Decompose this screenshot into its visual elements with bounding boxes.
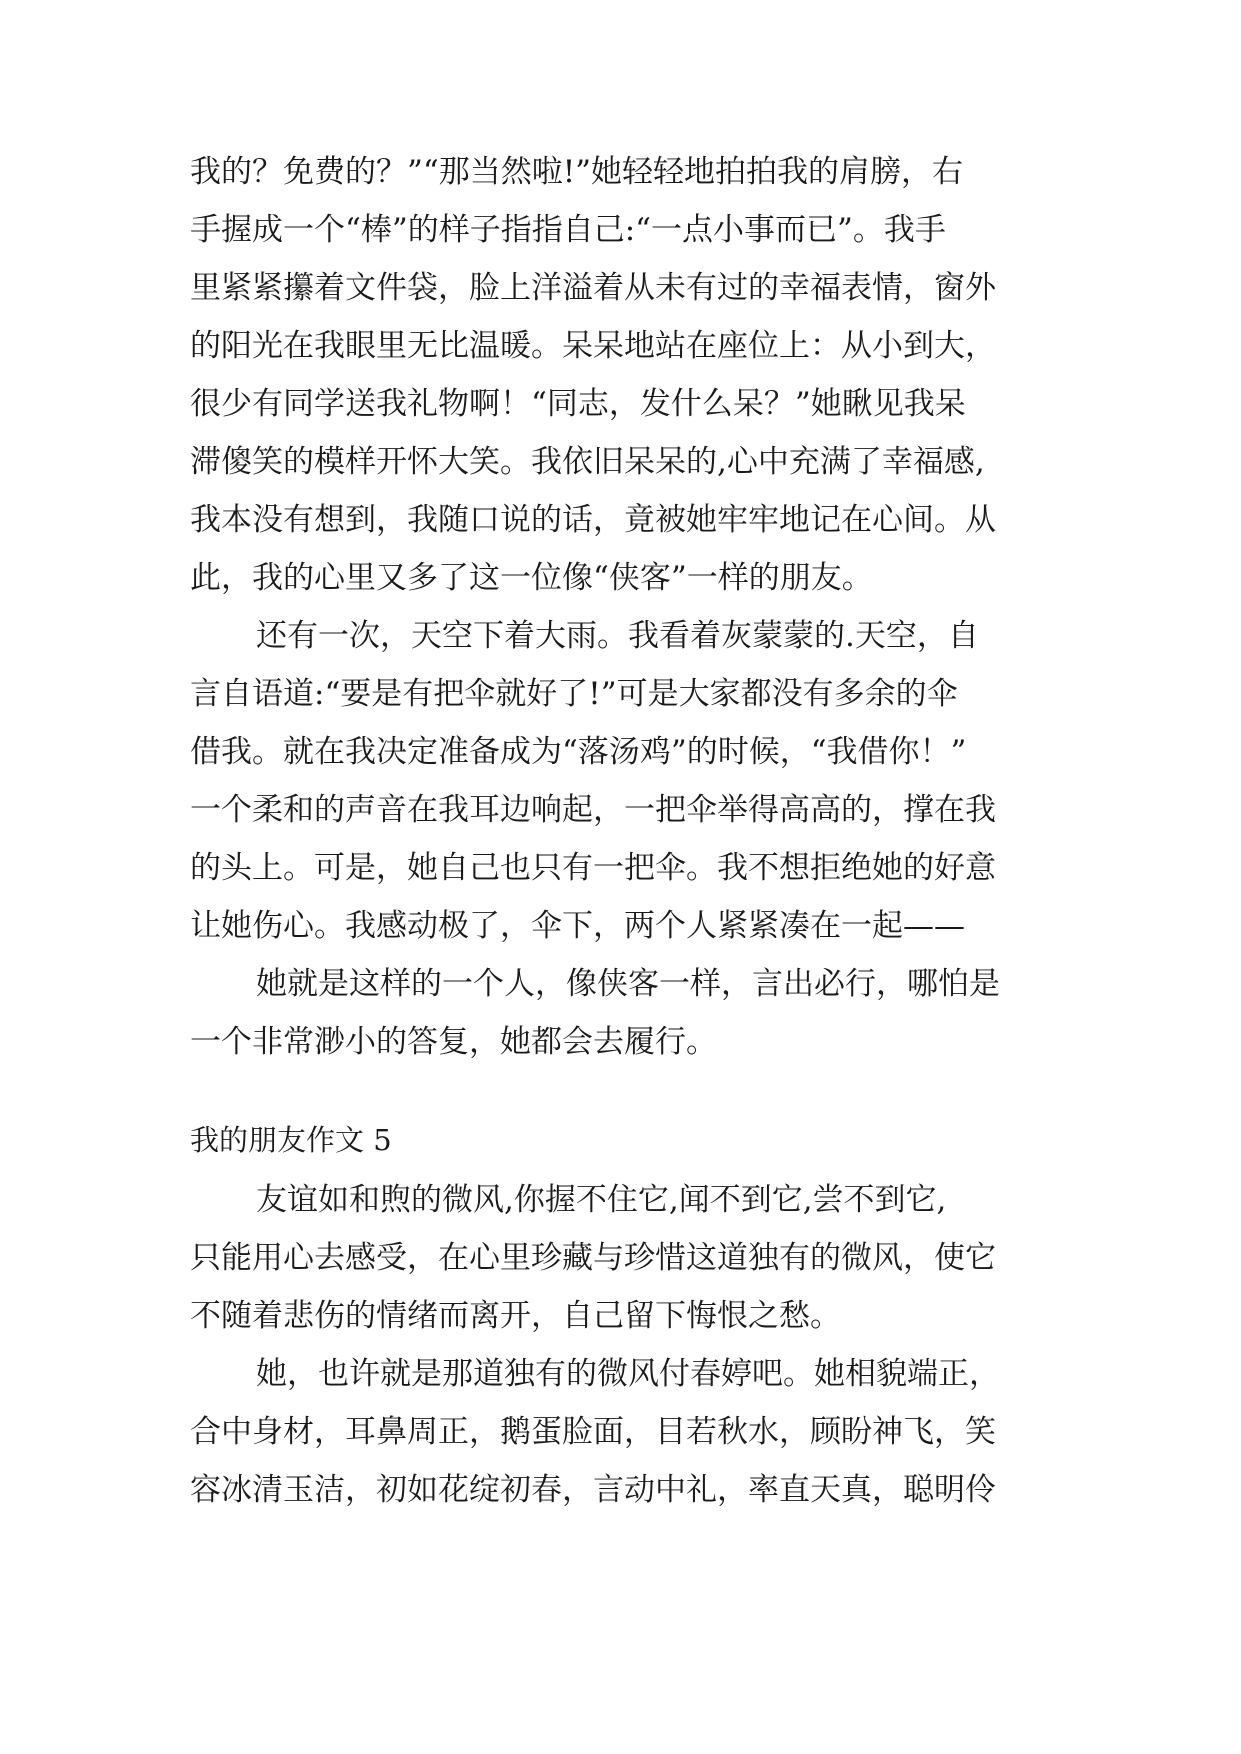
paragraph-line: 很少有同学送我礼物啊！“同志，发什么呆？”她瞅见我呆 [190, 386, 966, 422]
paragraph-line: 手握成一个“棒”的样子指指自己:“一点小事而已”。我手 [190, 212, 946, 248]
paragraph-line: 容冰清玉洁，初如花绽初春，言动中礼，率直天真，聪明伶 [190, 1472, 996, 1508]
paragraph-line: 友谊如和煦的微风,你握不住它,闻不到它,尝不到它, [256, 1182, 947, 1218]
paragraph-line: 不随着悲伤的情绪而离开，自己留下悔恨之愁。 [190, 1298, 841, 1334]
paragraph-line: 言自语道:“要是有把伞就好了!”可是大家都没有多余的伞 [190, 676, 958, 712]
paragraph-line: 她，也许就是那道独有的微风付春婷吧。她相貌端正， [256, 1356, 1000, 1392]
paragraph-line: 让她伤心。我感动极了，伞下，两个人紧紧凑在一起—— [190, 908, 965, 944]
paragraph-line: 还有一次，天空下着大雨。我看着灰蒙蒙的.天空，自 [256, 618, 979, 654]
paragraph-line: 她就是这样的一个人，像侠客一样，言出必行，哪怕是 [256, 966, 1000, 1002]
paragraph-line: 借我。就在我决定准备成为“落汤鸡”的时候，“我借你！” [190, 734, 967, 770]
paragraph-line: 我本没有想到，我随口说的话，竟被她牢牢地记在心间。从 [190, 502, 996, 538]
paragraph-line: 我的？免费的？”“那当然啦!”她轻轻地拍拍我的肩膀，右 [190, 154, 963, 190]
section-heading: 我的朋友作文 5 [190, 1123, 392, 1157]
paragraph-line: 的头上。可是，她自己也只有一把伞。我不想拒绝她的好意 [190, 850, 996, 886]
paragraph-line: 此，我的心里又多了这一位像“侠客”一样的朋友。 [190, 560, 873, 596]
paragraph-line: 里紧紧攥着文件袋，脸上洋溢着从未有过的幸福表情，窗外 [190, 270, 996, 306]
paragraph-line: 一个非常渺小的答复，她都会去履行。 [190, 1024, 717, 1060]
paragraph-line: 合中身材，耳鼻周正，鹅蛋脸面，目若秋水，顾盼神飞，笑 [190, 1414, 996, 1450]
paragraph-line: 滞傻笑的模样开怀大笑。我依旧呆呆的,心中充满了幸福感, [190, 444, 985, 480]
paragraph-line: 只能用心去感受，在心里珍藏与珍惜这道独有的微风，使它 [190, 1240, 996, 1276]
paragraph-line: 一个柔和的声音在我耳边响起，一把伞举得高高的，撑在我 [190, 792, 996, 828]
paragraph-line: 的阳光在我眼里无比温暖。呆呆地站在座位上：从小到大， [190, 328, 996, 364]
